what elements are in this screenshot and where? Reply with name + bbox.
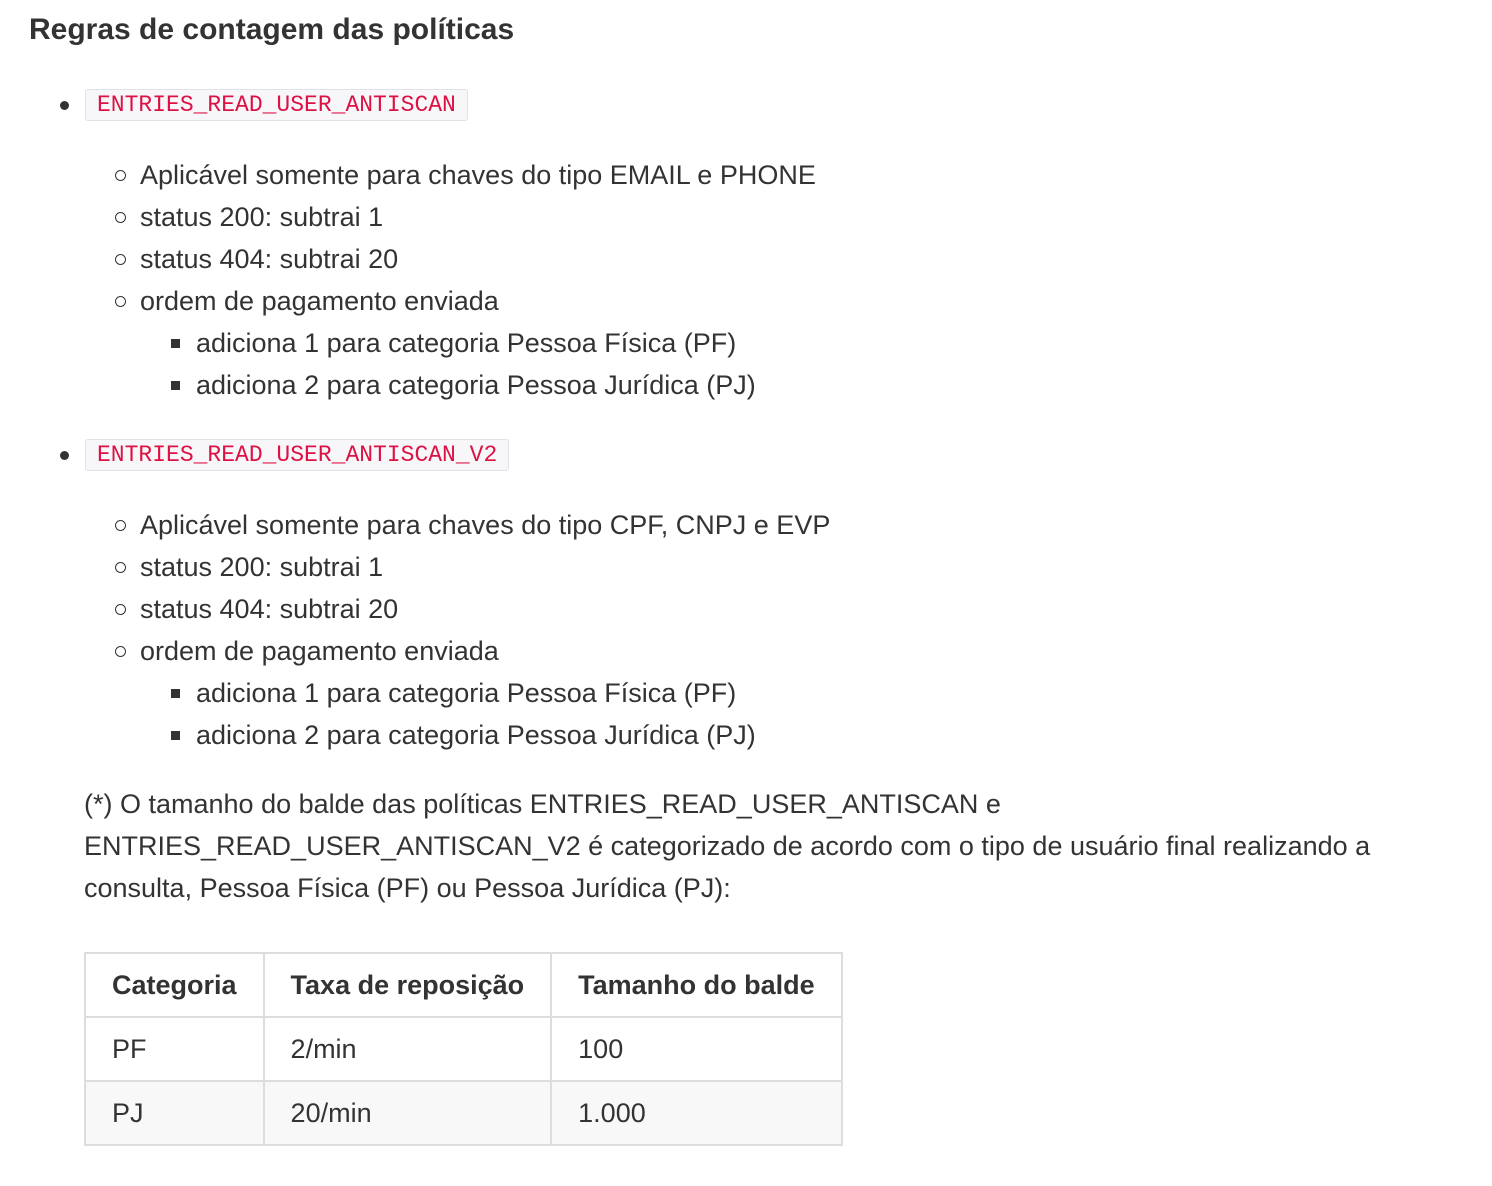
table-row bbox=[85, 1017, 842, 1081]
square-bullet-icon bbox=[171, 689, 180, 698]
table-header-row bbox=[85, 953, 842, 1017]
nested-list-item-text: adiciona 1 para categoria Pessoa Física (PF) bbox=[196, 328, 737, 358]
circle-bullet-icon bbox=[115, 646, 126, 657]
table-cell: 2/min bbox=[264, 1017, 552, 1081]
circle-bullet-icon bbox=[115, 562, 126, 573]
nested-list-item bbox=[196, 364, 756, 406]
table-cell: PF bbox=[85, 1017, 264, 1081]
nested-list-item bbox=[196, 672, 736, 714]
list-item-text: ordem de pagamento enviada bbox=[140, 286, 499, 316]
list-item bbox=[140, 546, 383, 588]
list-item bbox=[140, 238, 398, 280]
list-item-text: Aplicável somente para chaves do tipo CPF, CNPJ e EVP bbox=[140, 510, 831, 540]
list-item-text: status 404: subtrai 20 bbox=[140, 244, 399, 274]
square-bullet-icon bbox=[171, 339, 180, 348]
table-header-cell: Taxa de reposição bbox=[264, 953, 552, 1017]
circle-bullet-icon bbox=[115, 170, 126, 181]
circle-bullet-icon bbox=[115, 604, 126, 615]
list-item bbox=[140, 154, 816, 196]
circle-bullet-icon bbox=[115, 520, 126, 531]
nested-list-item-text: adiciona 2 para categoria Pessoa Jurídica (PJ) bbox=[196, 720, 756, 750]
table-cell: 1.000 bbox=[551, 1081, 842, 1145]
list-item-text: Aplicável somente para chaves do tipo EMAIL e PHONE bbox=[140, 160, 816, 190]
nested-list-item bbox=[196, 714, 756, 756]
nested-list-item-text: adiciona 2 para categoria Pessoa Jurídica (PJ) bbox=[196, 370, 756, 400]
disc-bullet-icon bbox=[60, 101, 69, 110]
table-cell: 20/min bbox=[264, 1081, 552, 1145]
table-cell: 100 bbox=[551, 1017, 842, 1081]
circle-bullet-icon bbox=[115, 254, 126, 265]
list-item bbox=[140, 630, 499, 672]
circle-bullet-icon bbox=[115, 212, 126, 223]
circle-bullet-icon bbox=[115, 296, 126, 307]
list-item bbox=[140, 196, 383, 238]
list-item-text: status 404: subtrai 20 bbox=[140, 594, 399, 624]
list-item bbox=[140, 504, 830, 546]
list-item-text: ordem de pagamento enviada bbox=[140, 636, 499, 666]
list-item-text: status 200: subtrai 1 bbox=[140, 202, 384, 232]
disc-bullet-icon bbox=[60, 451, 69, 460]
nested-list-item bbox=[196, 322, 736, 364]
square-bullet-icon bbox=[171, 731, 180, 740]
policy-code: ENTRIES_READ_USER_ANTISCAN bbox=[85, 89, 468, 121]
list-item bbox=[140, 588, 398, 630]
bucket-table bbox=[84, 952, 843, 1146]
table-header-cell: Categoria bbox=[85, 953, 264, 1017]
nested-list-item-text: adiciona 1 para categoria Pessoa Física (PF) bbox=[196, 678, 737, 708]
table-header-cell: Tamanho do balde bbox=[551, 953, 842, 1017]
table-cell: PJ bbox=[85, 1081, 264, 1145]
list-item-text: status 200: subtrai 1 bbox=[140, 552, 384, 582]
bucket-note: (*) O tamanho do balde das políticas ENTRIES_READ_USER_ANTISCAN e ENTRIES_READ_USER_ANTISCAN_V2 é categorizado de acordo com o tipo de usuário final realizando a consulta, Pessoa Física (PF) ou Pessoa Jurídica (PJ): bbox=[84, 789, 1371, 903]
list-item bbox=[140, 280, 499, 322]
table-row bbox=[85, 1081, 842, 1145]
page-title: Regras de contagem das políticas bbox=[29, 13, 515, 46]
policy-code: ENTRIES_READ_USER_ANTISCAN_V2 bbox=[85, 439, 509, 471]
square-bullet-icon bbox=[171, 381, 180, 390]
